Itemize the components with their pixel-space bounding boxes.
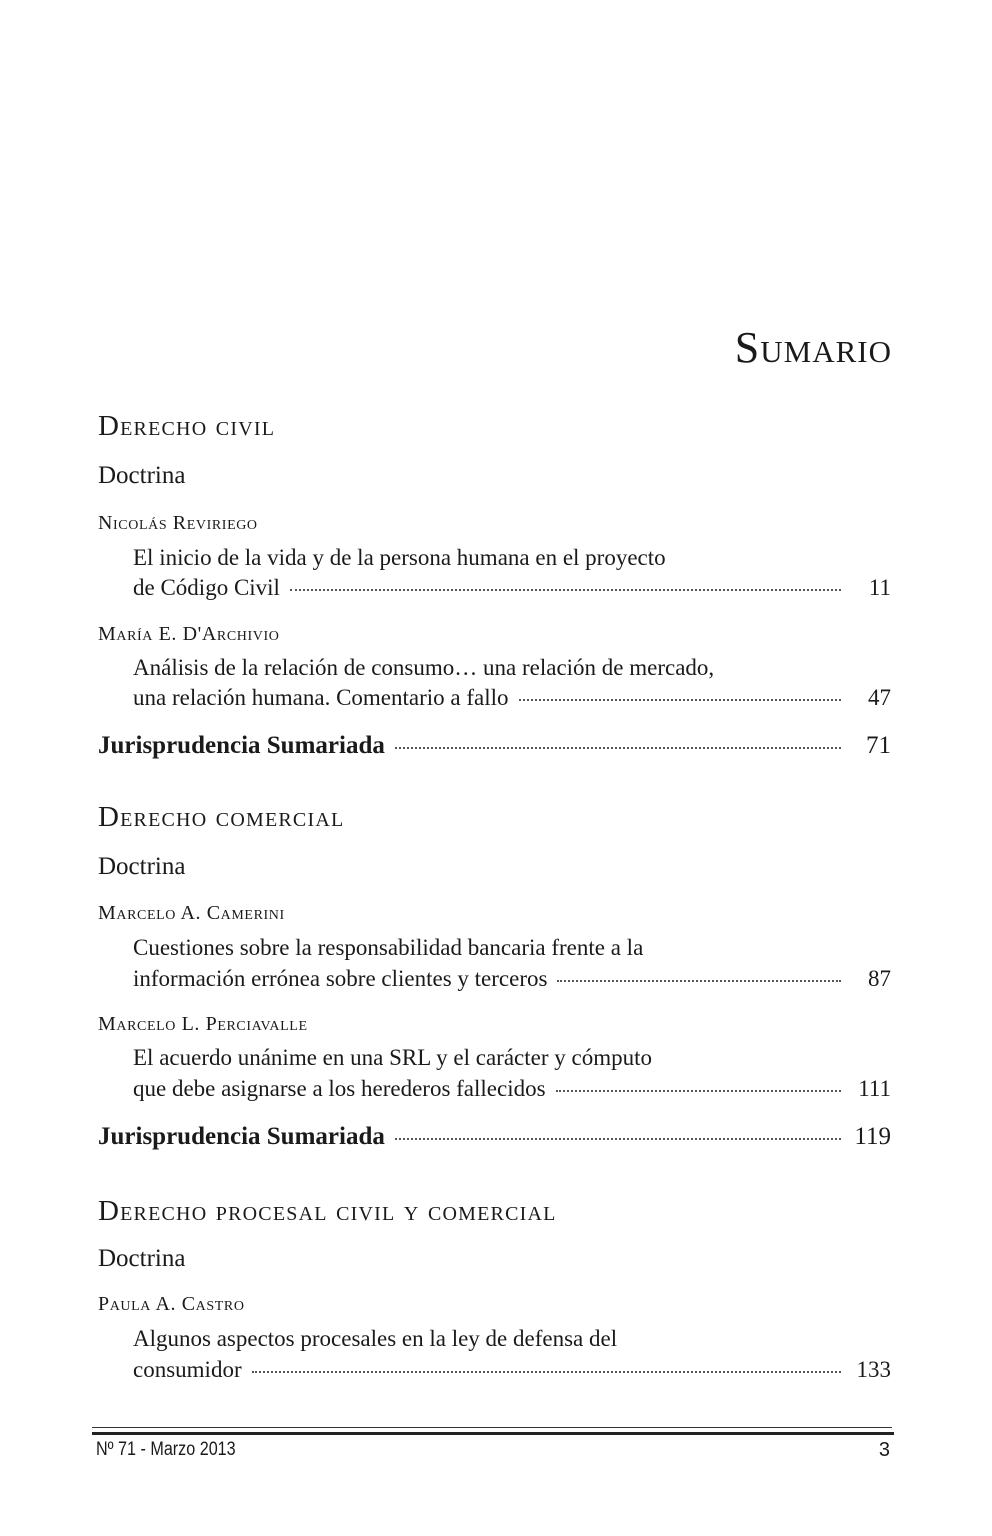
toc-entry[interactable] (133, 1076, 891, 1102)
author-name: Paula A. Castro (98, 1293, 245, 1315)
entry-title-line: Algunos aspectos procesales en la ley de defensa del (133, 1326, 618, 1351)
leader-dots (290, 589, 841, 591)
entry-title-line: El acuerdo unánime en una SRL y el carácter y cómputo (133, 1045, 653, 1070)
section-heading-derecho-procesal: Derecho procesal civil y comercial (98, 1195, 557, 1227)
leader-dots (519, 699, 841, 701)
leader-dots (395, 747, 841, 749)
page-title: Sumario (734, 323, 892, 372)
entry-title-line: El inicio de la vida y de la persona humana en el proyecto (133, 545, 666, 570)
entry-title-line: información errónea sobre clientes y terceros (133, 966, 548, 991)
leader-dots (557, 980, 841, 982)
subheading-doctrina: Doctrina (98, 853, 186, 880)
author-name: María E. D'Archivio (98, 623, 280, 645)
toc-entry-jurisprudencia[interactable] (98, 732, 891, 760)
page-number: 133 (856, 1357, 891, 1382)
entry-title-line: de Código Civil (133, 575, 280, 600)
page-number: 119 (854, 1123, 891, 1150)
section-heading-derecho-comercial: Derecho comercial (98, 801, 345, 833)
toc-entry-jurisprudencia[interactable] (98, 1123, 891, 1151)
page-number: 87 (868, 966, 891, 991)
footer-page-number: 3 (878, 1439, 890, 1461)
subheading-doctrina: Doctrina (98, 462, 186, 489)
toc-entry[interactable] (133, 575, 891, 601)
entry-title-line: Cuestiones sobre la responsabilidad bancaria frente a la (133, 935, 644, 960)
toc-entry[interactable] (133, 966, 891, 992)
footer-rule (92, 1427, 892, 1428)
entry-title-line: una relación humana. Comentario a fallo (133, 685, 509, 710)
leader-dots (395, 1138, 841, 1140)
page-number: 71 (866, 732, 891, 759)
toc-entry[interactable] (133, 1357, 891, 1383)
author-name: Nicolás Reviriego (98, 512, 258, 534)
jurisprudencia-label: Jurisprudencia Sumariada (98, 732, 385, 759)
footer-rule (92, 1432, 894, 1435)
toc-entry[interactable] (133, 685, 891, 711)
page-number: 11 (868, 575, 891, 600)
footer-issue: Nº 71 - Marzo 2013 (96, 1439, 236, 1460)
author-name: Marcelo L. Perciavalle (98, 1013, 308, 1035)
jurisprudencia-label: Jurisprudencia Sumariada (98, 1123, 385, 1150)
page-number: 47 (868, 685, 891, 710)
section-heading-derecho-civil: Derecho civil (98, 410, 276, 442)
author-name: Marcelo A. Camerini (98, 902, 285, 924)
page-number: 111 (858, 1076, 891, 1101)
entry-title-line: Análisis de la relación de consumo… una relación de mercado, (133, 655, 715, 680)
entry-title-line: que debe asignarse a los herederos fallecidos (133, 1076, 546, 1101)
subheading-doctrina: Doctrina (98, 1245, 186, 1272)
entry-title-line: consumidor (133, 1357, 242, 1382)
leader-dots (556, 1090, 841, 1092)
leader-dots (252, 1371, 841, 1373)
